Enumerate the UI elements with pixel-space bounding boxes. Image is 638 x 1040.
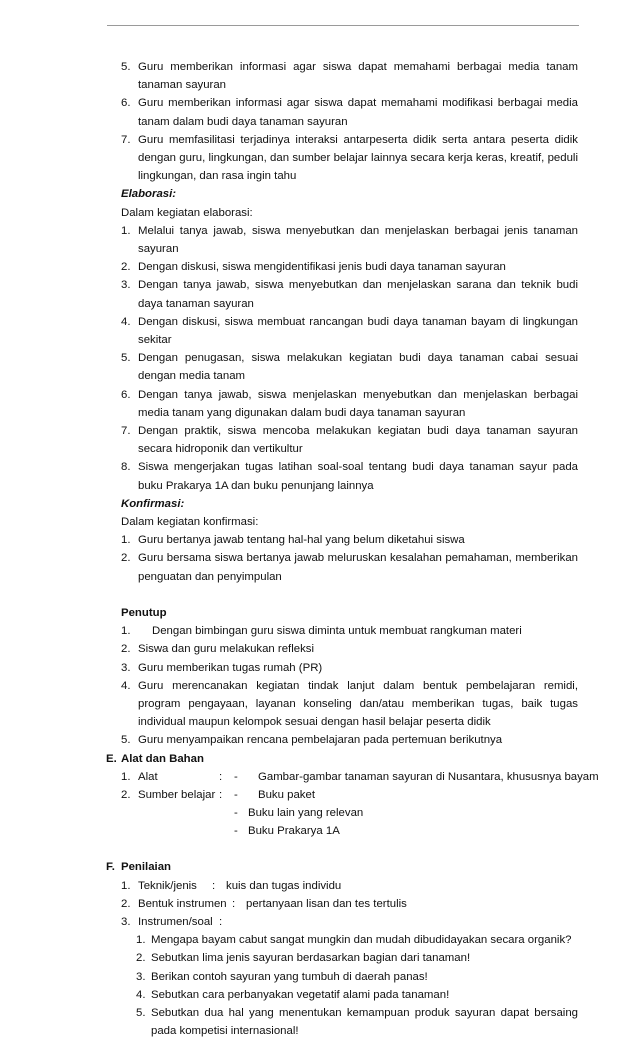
- row-colon: :: [219, 916, 223, 929]
- konfirmasi-intro: Dalam kegiatan konfirmasi:: [121, 516, 259, 529]
- list-text: Guru bertanya jawab tentang hal-hal yang belum diketahui siswa: [138, 534, 465, 547]
- row-value: Gambar-gambar tanaman sayuran di Nusantara, khususnya bayam: [258, 770, 599, 783]
- konfirmasi-heading: Konfirmasi:: [121, 497, 185, 510]
- row-dash: -: [234, 807, 238, 820]
- list-text: Guru memberikan informasi agar siswa dapat memahami berbagai media tanam tanaman sayuran: [138, 61, 578, 92]
- list-number: 2.: [121, 643, 131, 656]
- list-item: [0, 94, 578, 130]
- list-text: Dengan diskusi, siswa membuat rancangan budi daya tanaman bayam di lingkungan sekitar: [138, 315, 578, 347]
- list-text: Sebutkan lima jenis sayuran berdasarkan bagian dari tanaman!: [151, 952, 471, 965]
- list-item: [0, 659, 578, 677]
- row-value: Buku paket: [258, 788, 315, 801]
- list-item: [0, 931, 578, 949]
- row-number: 2.: [121, 788, 131, 801]
- list-number: 2.: [121, 261, 131, 274]
- list-text: Guru menyampaikan rencana pembelajaran pada pertemuan berikutnya: [138, 734, 503, 747]
- spacer: [0, 840, 638, 858]
- list-number: 1.: [121, 224, 131, 237]
- row-dash: -: [234, 825, 238, 838]
- list-number: 1.: [121, 534, 131, 547]
- list-item: [0, 458, 578, 494]
- list-text: Siswa mengerjakan tugas latihan soal-soal tentang budi daya tanaman sayur pada buku Prakarya 1A dan buku penunjang lainnya: [138, 461, 578, 492]
- list-text: Dengan diskusi, siswa mengidentifikasi jenis budi daya tanaman sayuran: [138, 261, 506, 274]
- row-dash: -: [234, 770, 238, 783]
- row-colon: :: [212, 879, 216, 892]
- list-item: [0, 640, 578, 658]
- list-number: 5.: [136, 1007, 146, 1020]
- row-value: pertanyaan lisan dan tes tertulis: [246, 897, 407, 910]
- table-row: [0, 913, 638, 931]
- list-item: [0, 222, 578, 258]
- list-number: 8.: [121, 461, 131, 474]
- list-number: 5.: [121, 734, 131, 747]
- list-number: 1.: [121, 625, 131, 638]
- list-text: Guru memberikan tugas rumah (PR): [138, 661, 323, 674]
- row-colon: :: [219, 770, 223, 783]
- row-label: Sumber belajar: [138, 788, 216, 801]
- list-number: 2.: [136, 952, 146, 965]
- row-number: 1.: [121, 770, 131, 783]
- list-item: [0, 731, 578, 749]
- list-text: Guru bersama siswa bertanya jawab meluruskan kesalahan pemahaman, memberikan penguatan dan penyimpulan: [138, 552, 578, 583]
- penutup-heading: Penutup: [121, 606, 167, 619]
- list-text: Siswa dan guru melakukan refleksi: [138, 643, 315, 656]
- row-label: Instrumen/soal: [138, 916, 213, 929]
- row-value: kuis dan tugas individu: [226, 879, 342, 892]
- elaborasi-intro: Dalam kegiatan elaborasi:: [121, 206, 253, 219]
- list-text: Sebutkan cara perbanyakan vegetatif alami pada tanaman!: [151, 988, 450, 1001]
- row-label: Alat: [138, 770, 158, 783]
- list-item: [0, 949, 578, 967]
- list-text: Sebutkan dua hal yang menentukan kemampuan produk sayuran dapat bersaing pada kompetisi internasional!: [151, 1007, 578, 1038]
- list-item: [0, 386, 578, 422]
- section-title: Alat dan Bahan: [121, 752, 204, 765]
- list-item: [0, 58, 578, 94]
- list-item: [0, 549, 578, 585]
- spacer: [0, 586, 638, 604]
- list-item: [0, 622, 578, 640]
- row-value: Buku Prakarya 1A: [248, 825, 340, 838]
- row-colon: :: [232, 897, 236, 910]
- section-e-heading: [0, 750, 638, 768]
- list-text: Dengan bimbingan guru siswa diminta untuk membuat rangkuman materi: [152, 625, 522, 638]
- list-item: [0, 131, 578, 186]
- list-number: 6.: [121, 97, 131, 110]
- table-row: [0, 786, 638, 804]
- list-text: Guru memfasilitasi terjadinya interaksi antarpeserta didik serta antara peserta didik dengan guru, lingkungan, dan sumber belajar lainnya secara kerja keras, kreatif, peduli lingkungan, dan rasa ingin tahu: [138, 133, 578, 183]
- table-row: [0, 895, 638, 913]
- list-number: 3.: [121, 661, 131, 674]
- section-letter: E.: [106, 752, 117, 765]
- section-title: Penilaian: [121, 861, 172, 874]
- list-number: 6.: [121, 388, 131, 401]
- list-item: [0, 276, 578, 312]
- document-body: [0, 58, 638, 1040]
- list-number: 4.: [136, 988, 146, 1001]
- section-f-heading: [0, 858, 638, 876]
- list-number: 4.: [121, 315, 131, 328]
- list-item: [0, 1004, 578, 1040]
- list-number: 5.: [121, 352, 131, 365]
- row-dash: -: [234, 788, 238, 801]
- list-number: 7.: [121, 425, 131, 438]
- list-text: Dengan praktik, siswa mencoba melakukan kegiatan budi daya tanaman sayuran secara hidroponik dan vertikultur: [138, 425, 578, 456]
- list-text: Dengan tanya jawab, siswa menjelaskan menyebutkan dan menjelaskan berbagai media tanam yang digunakan dalam budi daya tanaman sayuran: [138, 388, 578, 419]
- row-number: 3.: [121, 916, 131, 929]
- table-row: [0, 768, 638, 786]
- list-text: Berikan contoh sayuran yang tumbuh di daerah panas!: [151, 970, 428, 983]
- list-number: 4.: [121, 679, 131, 692]
- list-text: Guru merencanakan kegiatan tindak lanjut dalam bentuk pembelajaran remidi, program pengayaan, layanan konseling dan/atau memberikan tugas, baik tugas individual maupun kelompok sesuai dengan hasil belajar peserta didik: [138, 679, 578, 729]
- elaborasi-heading: Elaborasi:: [121, 188, 177, 201]
- row-number: 2.: [121, 897, 131, 910]
- list-item: [0, 349, 578, 385]
- list-text: Mengapa bayam cabut sangat mungkin dan mudah dibudidayakan secara organik?: [151, 934, 572, 947]
- row-colon: :: [219, 788, 223, 801]
- list-item: [0, 422, 578, 458]
- row-value: Buku lain yang relevan: [248, 807, 364, 820]
- list-number: 1.: [136, 934, 146, 947]
- row-label: Teknik/jenis: [138, 879, 197, 892]
- table-row: [0, 804, 638, 822]
- list-text: Guru memberikan informasi agar siswa dapat memahami modifikasi berbagai media tanam dalam budi daya tanaman sayuran: [138, 97, 578, 128]
- list-number: 2.: [121, 552, 131, 565]
- list-text: Melalui tanya jawab, siswa menyebutkan dan menjelaskan berbagai jenis tanaman sayuran: [138, 224, 578, 256]
- table-row: [0, 822, 638, 840]
- header-rule: [107, 25, 579, 26]
- list-item: [0, 968, 578, 986]
- list-number: 3.: [121, 279, 131, 292]
- row-number: 1.: [121, 879, 131, 892]
- row-label: Bentuk instrumen: [138, 897, 227, 910]
- list-item: [0, 531, 578, 549]
- section-letter: F.: [106, 861, 115, 874]
- list-text: Dengan penugasan, siswa melakukan kegiatan budi daya tanaman cabai sesuai dengan media tanam: [138, 352, 578, 383]
- list-number: 7.: [121, 133, 131, 146]
- list-item: [0, 677, 578, 732]
- list-text: Dengan tanya jawab, siswa menyebutkan dan menjelaskan sarana dan teknik budi daya tanaman sayuran: [138, 279, 578, 310]
- list-item: [0, 986, 578, 1004]
- list-number: 3.: [136, 970, 146, 983]
- list-number: 5.: [121, 61, 131, 73]
- table-row: [0, 877, 638, 895]
- list-item: [0, 258, 578, 276]
- list-item: [0, 313, 578, 349]
